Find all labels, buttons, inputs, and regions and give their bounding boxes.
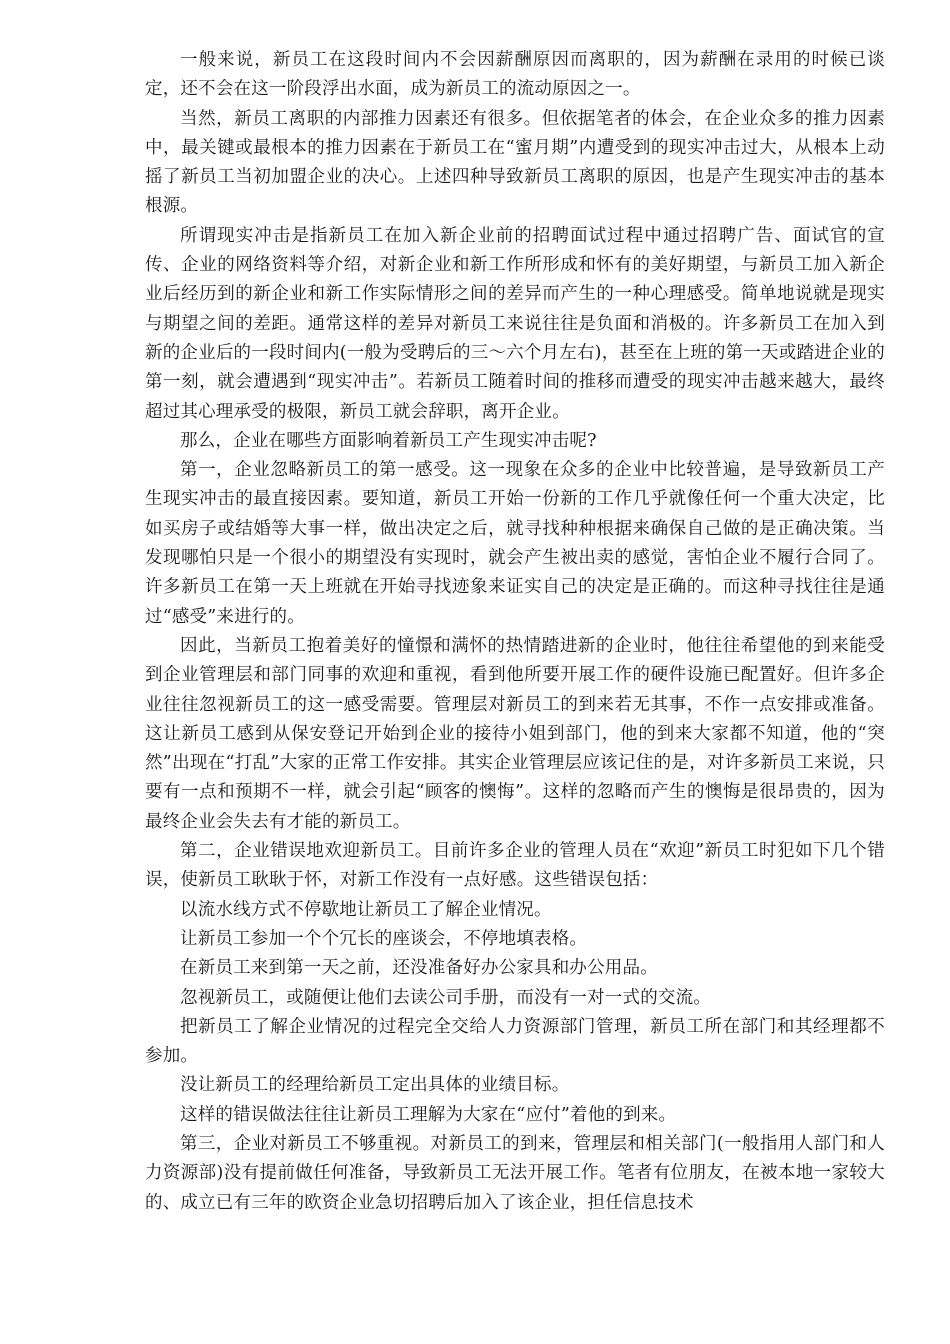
list-item-mistake-4: 忽视新员工，或随便让他们去读公司手册，而没有一对一式的交流。 xyxy=(180,987,711,1008)
paragraph-second-point: 第二，企业错误地欢迎新员工。目前许多企业的管理人员在“欢迎”新员工时犯如下几个错误，使新员工耿耿于怀，对新工作没有一点好感。这些错误包括： xyxy=(145,841,885,891)
list-item-mistake-2: 让新员工参加一个个冗长的座谈会，不停地填表格。 xyxy=(180,928,588,949)
paragraph-first-point: 第一，企业忽略新员工的第一感受。这一现象在众多的企业中比较普遍，是导致新员工产生现实冲击的最直接因素。要知道，新员工开始一份新的工作几乎就像任何一个重大决定，比如买房子或结婚等大事一样，做出决定之后，就寻找种种根据来确保自己做的是正确决策。当发现哪怕只是一个很小的期望没有实现时，就会产生被出卖的感觉，害怕企业不履行合同了。许多新员工在第一天上班就在开始寻找迹象来证实自己的决定是正确的。而这种寻找往往是通过“感受”来进行的。 xyxy=(145,460,885,627)
list-item-mistake-1: 以流水线方式不停歇地让新员工了解企业情况。 xyxy=(180,899,552,920)
list-item-mistake-3: 在新员工来到第一天之前，还没准备好办公家具和办公用品。 xyxy=(180,958,658,979)
paragraph-mistakes-summary: 这样的错误做法往往让新员工理解为大家在“应付”着他的到来。 xyxy=(180,1104,677,1125)
paragraph-third-point: 第三，企业对新员工不够重视。对新员工的到来，管理层和相关部门(一般指用人部门和人力资源部)没有提前做任何准备，导致新员工无法开展工作。笔者有位朋友，在被本地一家较大的、成立已有三年的欧资企业急切招聘后加入了该企业，担任信息技术 xyxy=(145,1133,885,1213)
document-page xyxy=(145,46,885,1218)
paragraph-push-factors: 当然，新员工离职的内部推力因素还有很多。但依据笔者的体会，在企业众多的推力因素中，最关键或最根本的推力因素在于新员工在“蜜月期”内遭受到的现实冲击过大，从根本上动摇了新员工当初加盟企业的决心。上述四种导致新员工离职的原因，也是产生现实冲击的基本根源。 xyxy=(145,108,885,217)
paragraph-therefore: 因此，当新员工抱着美好的憧憬和满怀的热情踏进新的企业时，他往往希望他的到来能受到企业管理层和部门同事的欢迎和重视，看到他所要开展工作的硬件设施已配置好。但许多企业往往忽视新员工的这一感受需要。管理层对新员工的到来若无其事，不作一点安排或准备。这让新员工感到从保安登记开始到企业的接待小姐到部门，他的到来大家都不知道，他的“突然”出现在“打乱”大家的正常工作安排。其实企业管理层应该记住的是，对许多新员工来说，只要有一点和预期不一样，就会引起“顾客的懊悔”。这样的忽略而产生的懊悔是很昂贵的，因为最终企业会失去有才能的新员工。 xyxy=(145,635,885,832)
paragraph-question: 那么，企业在哪些方面影响着新员工产生现实冲击呢? xyxy=(180,430,597,451)
paragraph-salary: 一般来说，新员工在这段时间内不会因薪酬原因而离职的，因为薪酬在录用的时候已谈定，还不会在这一阶段浮出水面，成为新员工的流动原因之一。 xyxy=(145,50,885,100)
list-item-mistake-5: 把新员工了解企业情况的过程完全交给人力资源部门管理，新员工所在部门和其经理都不参加。 xyxy=(145,1016,885,1067)
list-item-mistake-6: 没让新员工的经理给新员工定出具体的业绩目标。 xyxy=(180,1075,570,1096)
paragraph-reality-shock: 所谓现实冲击是指新员工在加入新企业前的招聘面试过程中通过招聘广告、面试官的宣传、企业的网络资料等介绍，对新企业和新工作所形成和怀有的美好期望，与新员工加入新企业后经历到的新企业和新工作实际情形之间的差异而产生的一种心理感受。简单地说就是现实与期望之间的差距。通常这样的差异对新员工来说往往是负面和消极的。许多新员工在加入到新的企业后的一段时间内(一般为受聘后的三～六个月左右)，甚至在上班的第一天或踏进企业的第一刻，就会遭遇到“现实冲击”。若新员工随着时间的推移而遭受的现实冲击越来越大，最终超过其心理承受的极限，新员工就会辞职，离开企业。 xyxy=(145,225,885,422)
